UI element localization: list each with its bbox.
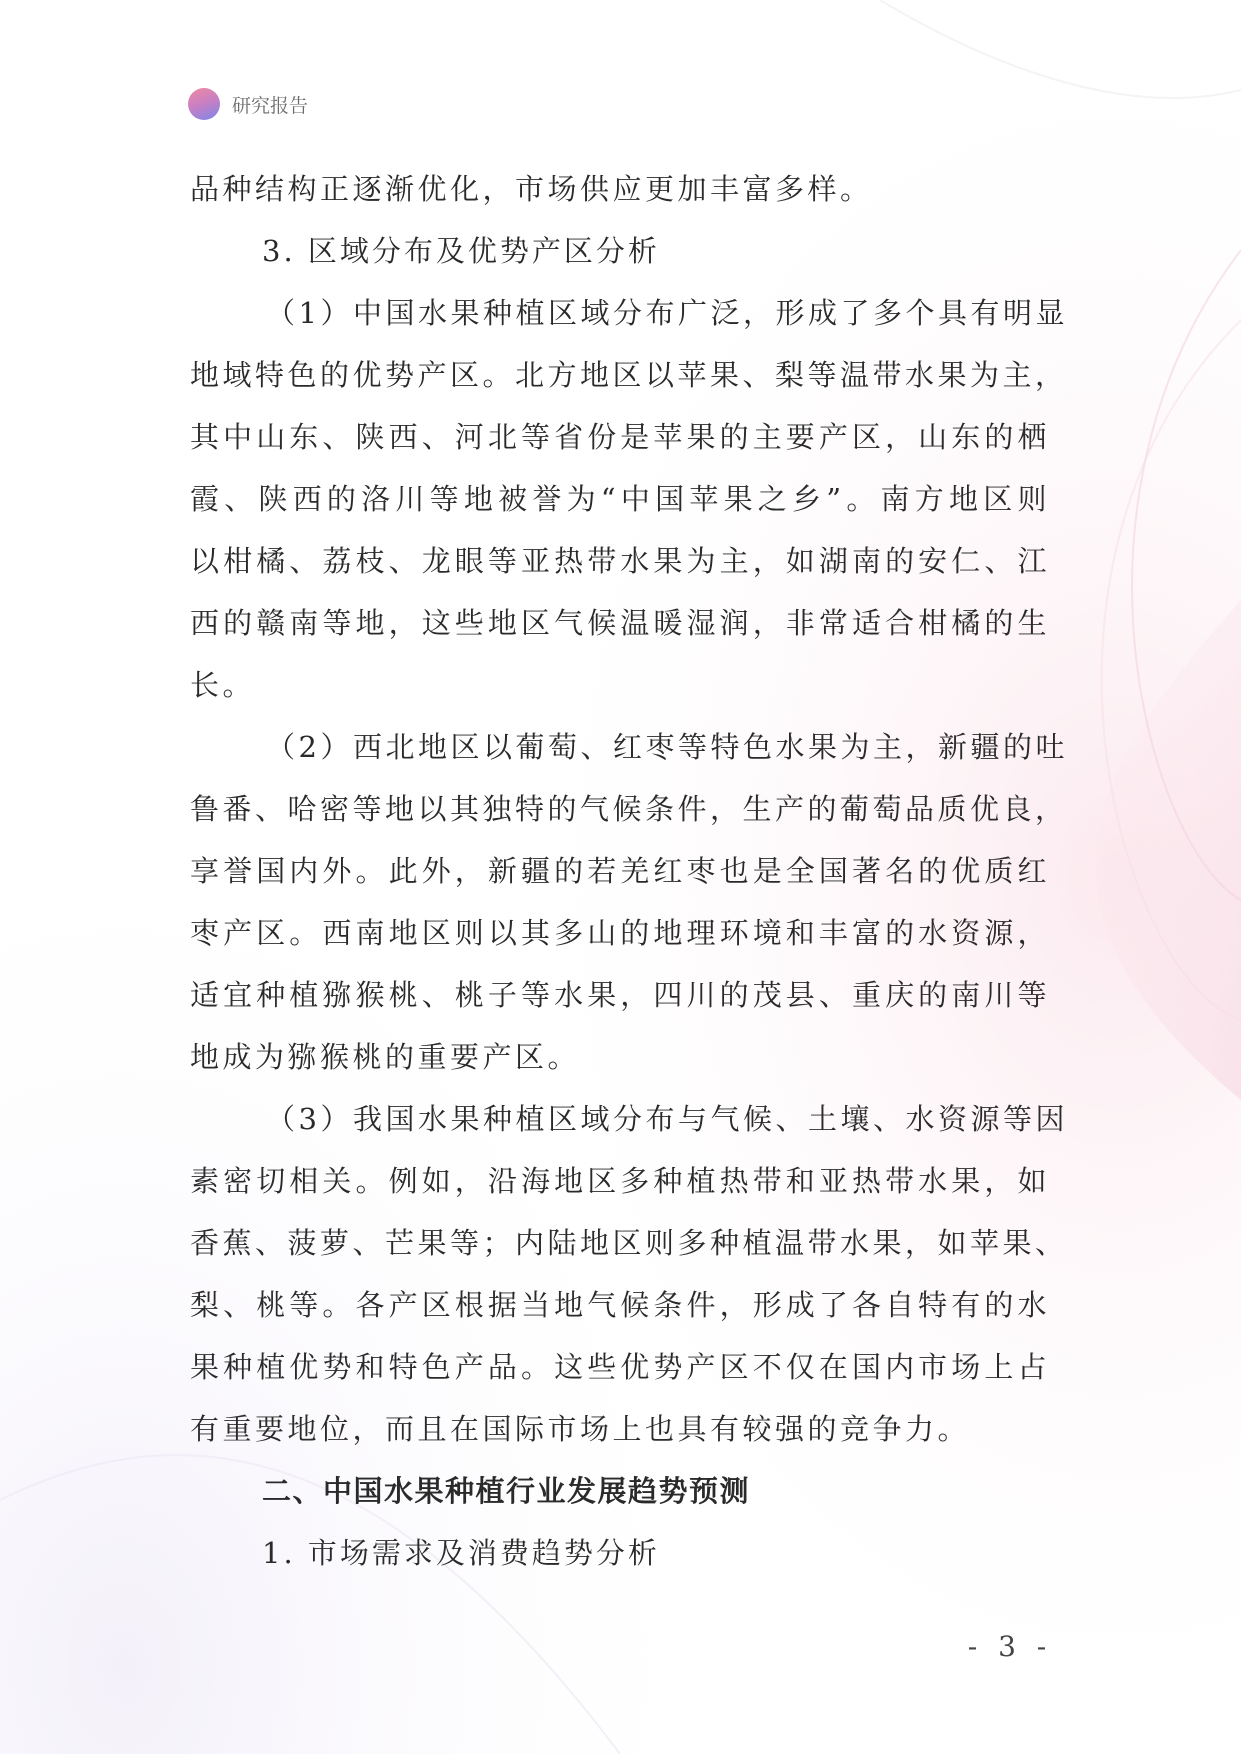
paragraph-line: 品种结构正逐渐优化，市场供应更加丰富多样。 [190, 172, 873, 206]
paragraph-line: 地域特色的优势产区。北方地区以苹果、梨等温带水果为主， [190, 358, 1068, 392]
header-title: 研究报告 [232, 94, 309, 117]
paragraph-line: 枣产区。西南地区则以其多山的地理环境和丰富的水资源， [190, 916, 1050, 950]
paragraph-2 [190, 716, 1068, 1088]
paragraph-line: 素密切相关。例如，沿海地区多种植热带和亚热带水果，如 [190, 1164, 1050, 1198]
paragraph-line: 其中山东、陕西、河北等省份是苹果的主要产区，山东的栖 [190, 420, 1050, 454]
report-logo-icon [188, 88, 220, 120]
paragraph-line: 地成为猕猴桃的重要产区。 [190, 1040, 581, 1074]
paragraph-line: （2）西北地区以葡萄、红枣等特色水果为主，新疆的吐 [266, 730, 1068, 764]
paragraph-line: 享誉国内外。此外，新疆的若羌红枣也是全国著名的优质红 [190, 854, 1050, 888]
page-header [188, 88, 308, 120]
paragraph-line: 适宜种植猕猴桃、桃子等水果，四川的茂县、重庆的南川等 [190, 978, 1050, 1012]
page-number: - 3 - [967, 1630, 1053, 1663]
paragraph-line: 鲁番、哈密等地以其独特的气候条件，生产的葡萄品质优良， [190, 792, 1068, 826]
document-body [190, 158, 1068, 1584]
paragraph-3 [190, 1088, 1068, 1460]
paragraph-1 [190, 282, 1068, 716]
paragraph-line: 以柑橘、荔枝、龙眼等亚热带水果为主，如湖南的安仁、江 [190, 544, 1050, 578]
section-heading: 1. 市场需求及消费趋势分析 [262, 1536, 660, 1570]
paragraph-line: 西的赣南等地，这些地区气候温暖湿润，非常适合柑橘的生 [190, 606, 1050, 640]
paragraph-line: 有重要地位，而且在国际市场上也具有较强的竞争力。 [190, 1412, 971, 1446]
paragraph-line: （1）中国水果种植区域分布广泛，形成了多个具有明显 [266, 296, 1068, 330]
paragraph-line: 梨、桃等。各产区根据当地气候条件，形成了各自特有的水 [190, 1288, 1050, 1322]
chapter-heading: 二、中国水果种植行业发展趋势预测 [262, 1474, 751, 1508]
paragraph-line: 霞、陕西的洛川等地被誉为“中国苹果之乡”。南方地区则 [190, 482, 1050, 516]
paragraph-line: （3）我国水果种植区域分布与气候、土壤、水资源等因 [266, 1102, 1068, 1136]
section-heading: 3. 区域分布及优势产区分析 [262, 234, 660, 268]
paragraph-line: 香蕉、菠萝、芒果等；内陆地区则多种植温带水果，如苹果、 [190, 1226, 1068, 1260]
paragraph-line: 果种植优势和特色产品。这些优势产区不仅在国内市场上占 [190, 1350, 1050, 1384]
paragraph-line: 长。 [190, 668, 256, 702]
